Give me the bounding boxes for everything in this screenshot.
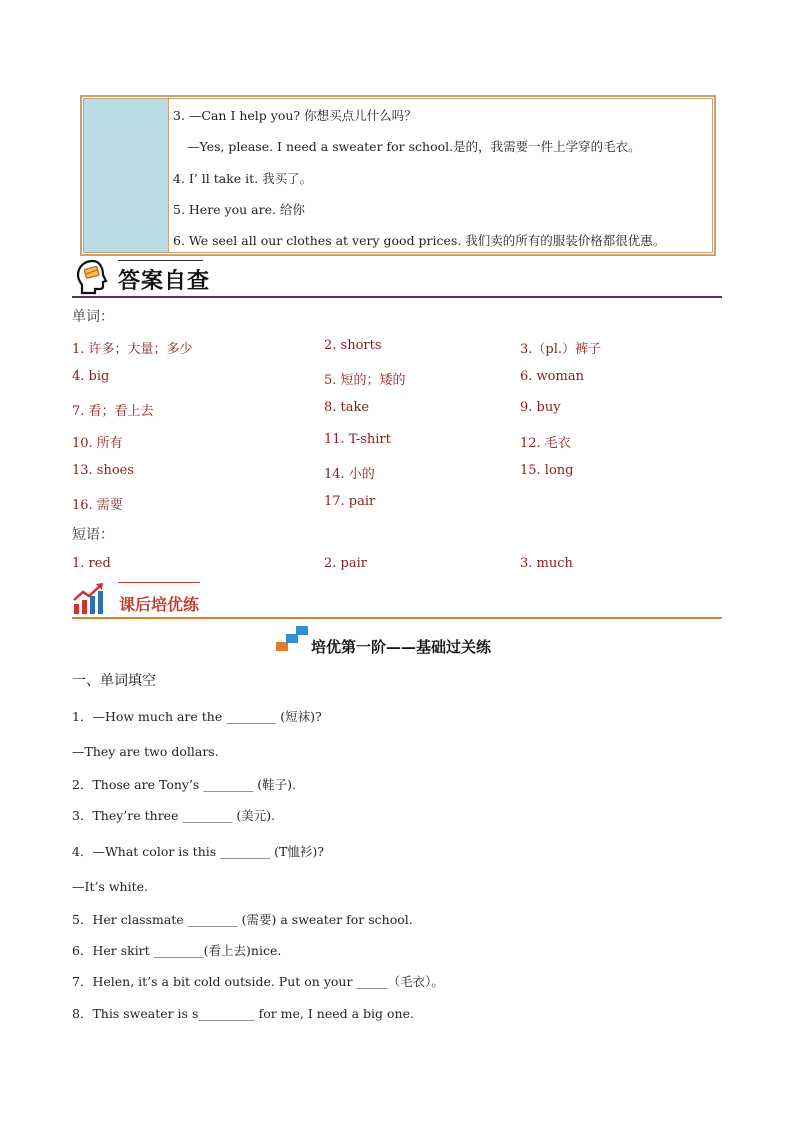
question-line: 7．Helen, it’s a bit cold outside. Put on your _____（毛衣）。 xyxy=(72,974,444,989)
phrase-answer: 3. much xyxy=(520,556,573,571)
sentence-line: 5. Here you are. 给你 xyxy=(173,202,305,217)
sentence-line: 6. We seel all our clothes at very good prices. 我们卖的所有的服装价格都很优惠。 xyxy=(173,233,666,248)
answer-item: 1. 许多；大量；多少 xyxy=(72,342,193,357)
phrase-answer: 1. red xyxy=(72,556,111,571)
header-short-rule xyxy=(118,582,200,583)
answer-item: 14. 小的 xyxy=(324,467,375,482)
steps-icon xyxy=(274,625,310,653)
bar-chart-arrow-icon xyxy=(71,580,107,616)
subtitle: 培优第一阶——基础过关练 xyxy=(311,638,492,656)
answer-item: 4. big xyxy=(72,369,110,384)
question-line: 3．They’re three ________ (美元). xyxy=(72,808,276,823)
table-left-cell xyxy=(84,99,169,252)
header-short-rule xyxy=(118,260,203,261)
section-title-practice: 课后培优练 xyxy=(119,595,200,614)
section-title-answers: 答案自查 xyxy=(118,269,211,294)
question-line: 5．Her classmate ________ (需要) a sweater for school. xyxy=(72,912,413,927)
vocab-label: 单词： xyxy=(72,309,114,325)
sentence-line: 4. I’ ll take it. 我买了。 xyxy=(173,171,313,186)
answer-item: 3.（pl.）裤子 xyxy=(520,342,602,357)
sentence-line: 3. —Can I help you? 你想买点儿什么吗？ xyxy=(173,108,417,123)
section-divider xyxy=(72,617,722,619)
answer-item: 7. 看；看上去 xyxy=(72,404,154,419)
question-line: 8．This sweater is s_________ for me, I need a big one. xyxy=(72,1006,414,1021)
question-line: —They are two dollars. xyxy=(72,744,219,759)
answer-item: 16. 需要 xyxy=(72,498,123,513)
answer-item: 12. 毛衣 xyxy=(520,436,571,451)
phrase-label: 短语： xyxy=(72,527,114,543)
answer-item: 9. buy xyxy=(520,400,561,415)
answer-item: 17. pair xyxy=(324,494,376,509)
question-line: —It’s white. xyxy=(72,879,148,894)
answer-item: 2. shorts xyxy=(324,338,382,353)
question-line: 4．—What color is this ________ (T恤衫)? xyxy=(72,844,324,859)
sentence-line: —Yes, please. I need a sweater for school.是的，我需要一件上学穿的毛衣。 xyxy=(187,139,641,154)
answer-item: 11. T-shirt xyxy=(324,432,391,447)
question-line: 6．Her skirt ________(看上去)nice. xyxy=(72,943,282,958)
question-line: 1．—How much are the ________ (短袜)? xyxy=(72,709,322,724)
question-line: 2．Those are Tony’s ________ (鞋子). xyxy=(72,777,297,792)
head-book-icon xyxy=(73,257,113,297)
answer-item: 5. 短的；矮的 xyxy=(324,373,406,388)
section-divider xyxy=(72,296,722,298)
answer-item: 8. take xyxy=(324,400,370,415)
phrase-answer: 2. pair xyxy=(324,556,367,571)
answer-item: 15. long xyxy=(520,463,574,478)
answer-item: 10. 所有 xyxy=(72,436,123,451)
part-title: 一、单词填空 xyxy=(72,673,156,689)
answer-item: 6. woman xyxy=(520,369,584,384)
answer-item: 13. shoes xyxy=(72,463,135,478)
